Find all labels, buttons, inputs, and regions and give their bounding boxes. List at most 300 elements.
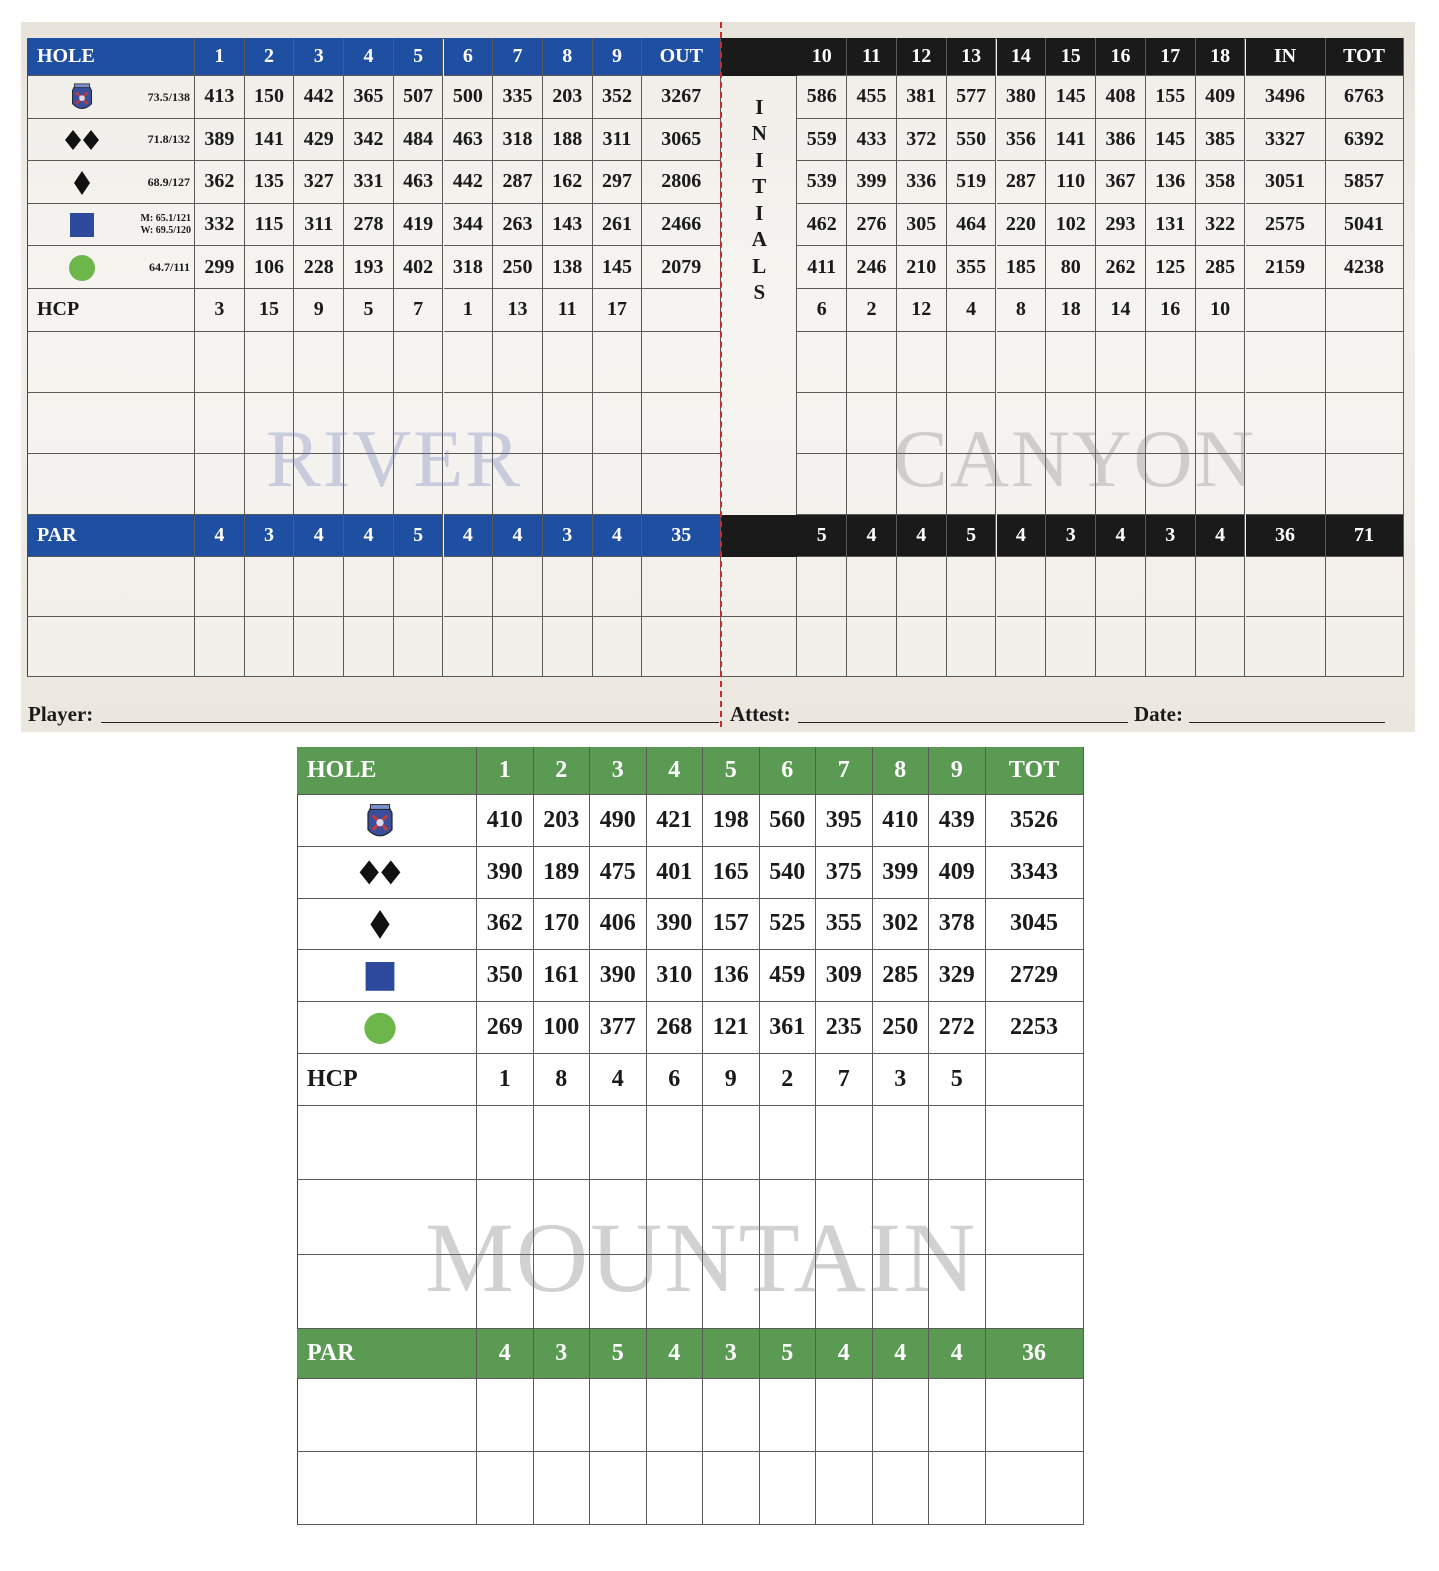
- score-cell[interactable]: [444, 332, 494, 393]
- score-cell[interactable]: [543, 454, 593, 515]
- score-cell[interactable]: [344, 557, 394, 617]
- yardage: 390: [647, 899, 704, 951]
- in-total: 3327: [1246, 119, 1326, 162]
- yardage: 136: [703, 950, 760, 1002]
- yardage: 198: [703, 795, 760, 847]
- score-cell[interactable]: [593, 557, 643, 617]
- score-cell[interactable]: [444, 617, 494, 677]
- hole-number: 12: [897, 38, 947, 76]
- yardage: 188: [543, 119, 593, 162]
- yardage: 210: [897, 246, 947, 289]
- yardage: 433: [847, 119, 897, 162]
- score-cell[interactable]: [760, 1180, 817, 1255]
- total: 2729: [986, 950, 1084, 1002]
- yardage: 367: [1096, 161, 1146, 204]
- yardage: 285: [1196, 246, 1246, 289]
- score-cell[interactable]: [703, 1452, 760, 1525]
- tee-rating: [107, 204, 195, 247]
- yardage: 106: [245, 246, 295, 289]
- score-cell[interactable]: [986, 1379, 1084, 1452]
- hole-number: 17: [1146, 38, 1196, 76]
- score-cell[interactable]: [1046, 393, 1096, 454]
- handicap: 17: [593, 289, 643, 332]
- score-cell[interactable]: [986, 1106, 1084, 1181]
- score-cell[interactable]: [444, 557, 494, 617]
- tee-rating-women: W: 69.5/120: [140, 225, 191, 237]
- yardage: 507: [394, 76, 444, 119]
- score-cell[interactable]: [590, 1180, 647, 1255]
- score-cell[interactable]: [195, 332, 245, 393]
- score-cell[interactable]: [997, 454, 1047, 515]
- score-cell[interactable]: [1146, 454, 1196, 515]
- yardage: 560: [760, 795, 817, 847]
- yardage: 540: [760, 847, 817, 899]
- score-cell[interactable]: [897, 393, 947, 454]
- hole-number: 13: [947, 38, 997, 76]
- yardage: 262: [1096, 246, 1146, 289]
- hcp-out-empty: [642, 289, 721, 332]
- score-cell[interactable]: [1196, 393, 1246, 454]
- score-cell[interactable]: [1246, 332, 1326, 393]
- yardage: 559: [797, 119, 847, 162]
- score-cell[interactable]: [590, 1452, 647, 1525]
- handicap: 7: [394, 289, 444, 332]
- attest-signature-line[interactable]: [798, 722, 1128, 723]
- par-value: 4: [195, 515, 245, 557]
- hole-number: 7: [493, 38, 543, 76]
- score-cell[interactable]: [986, 1452, 1084, 1525]
- par-value: 4: [344, 515, 394, 557]
- score-cell[interactable]: [1326, 557, 1404, 617]
- par-value: 3: [245, 515, 295, 557]
- score-cell[interactable]: [897, 454, 947, 515]
- score-cell[interactable]: [1096, 617, 1146, 677]
- in-total: 2159: [1246, 246, 1326, 289]
- total: 3045: [986, 899, 1084, 951]
- score-cell[interactable]: [294, 332, 344, 393]
- par-tot: 36: [986, 1329, 1084, 1379]
- score-cell[interactable]: [797, 557, 847, 617]
- score-cell[interactable]: [1046, 617, 1096, 677]
- score-cell[interactable]: [642, 393, 721, 454]
- handicap: 18: [1046, 289, 1096, 332]
- player-signature-line[interactable]: [101, 722, 719, 723]
- score-cell[interactable]: [947, 393, 997, 454]
- player-name-cell[interactable]: [297, 1106, 477, 1181]
- score-cell[interactable]: [1146, 393, 1196, 454]
- score-cell[interactable]: [847, 393, 897, 454]
- score-cell[interactable]: [590, 1106, 647, 1181]
- score-cell[interactable]: [245, 332, 295, 393]
- score-cell[interactable]: [703, 1106, 760, 1181]
- yardage: 401: [647, 847, 704, 899]
- hole-number: 5: [394, 38, 444, 76]
- score-cell[interactable]: [493, 332, 543, 393]
- score-cell[interactable]: [847, 617, 897, 677]
- score-cell[interactable]: [1196, 332, 1246, 393]
- yardage: 100: [534, 1002, 591, 1054]
- yardage: 297: [593, 161, 643, 204]
- total: 3526: [986, 795, 1084, 847]
- yardage: 80: [1046, 246, 1096, 289]
- crest-icon: [63, 81, 101, 113]
- score-cell[interactable]: [394, 557, 444, 617]
- score-cell[interactable]: [1326, 393, 1404, 454]
- yardage: 336: [897, 161, 947, 204]
- yardage: 203: [534, 795, 591, 847]
- player-name-cell[interactable]: [297, 1379, 477, 1452]
- par-value: 4: [929, 1329, 986, 1379]
- yardage: 332: [195, 204, 245, 247]
- score-cell[interactable]: [897, 557, 947, 617]
- hole-number: 10: [797, 38, 847, 76]
- double-diamond-icon: [356, 852, 404, 893]
- hole-number: 6: [444, 38, 494, 76]
- score-cell[interactable]: [1196, 557, 1246, 617]
- player-name-cell[interactable]: [297, 1180, 477, 1255]
- handicap: 8: [997, 289, 1047, 332]
- score-cell[interactable]: [1096, 393, 1146, 454]
- yardage: 378: [929, 899, 986, 951]
- yardage: 413: [195, 76, 245, 119]
- yardage: 246: [847, 246, 897, 289]
- score-cell[interactable]: [760, 1106, 817, 1181]
- score-cell[interactable]: [543, 332, 593, 393]
- yardage: 462: [797, 204, 847, 247]
- score-cell[interactable]: [947, 557, 997, 617]
- score-cell[interactable]: [797, 332, 847, 393]
- score-cell[interactable]: [590, 1255, 647, 1330]
- yardage: 285: [873, 950, 930, 1002]
- score-cell[interactable]: [647, 1379, 704, 1452]
- score-cell[interactable]: [543, 557, 593, 617]
- yardage: 185: [997, 246, 1047, 289]
- score-cell[interactable]: [760, 1255, 817, 1330]
- score-cell[interactable]: [897, 617, 947, 677]
- par-value: 4: [477, 1329, 534, 1379]
- yardage: 406: [590, 899, 647, 951]
- score-cell[interactable]: [534, 1255, 591, 1330]
- green-dot-icon: [62, 251, 102, 285]
- score-cell[interactable]: [477, 1452, 534, 1525]
- score-cell[interactable]: [534, 1379, 591, 1452]
- score-cell[interactable]: [1146, 617, 1196, 677]
- score-cell[interactable]: [760, 1452, 817, 1525]
- par-value: 4: [1196, 515, 1246, 557]
- score-cell[interactable]: [195, 617, 245, 677]
- score-cell[interactable]: [647, 1452, 704, 1525]
- yardage: 309: [816, 950, 873, 1002]
- score-cell[interactable]: [929, 1379, 986, 1452]
- yardage: 145: [1046, 76, 1096, 119]
- hole-number: 1: [477, 747, 534, 795]
- player-name-cell[interactable]: [27, 393, 195, 454]
- yardage: 331: [344, 161, 394, 204]
- hole-number: 4: [647, 747, 704, 795]
- yardage: 490: [590, 795, 647, 847]
- player-name-cell[interactable]: [27, 617, 195, 677]
- yardage: 250: [493, 246, 543, 289]
- yardage: 145: [593, 246, 643, 289]
- score-cell[interactable]: [394, 332, 444, 393]
- score-cell[interactable]: [897, 332, 947, 393]
- initials-cell[interactable]: [721, 617, 797, 677]
- score-cell[interactable]: [947, 617, 997, 677]
- hole-number: 11: [847, 38, 897, 76]
- score-cell[interactable]: [997, 393, 1047, 454]
- score-cell[interactable]: [534, 1106, 591, 1181]
- yardage: 381: [897, 76, 947, 119]
- score-cell[interactable]: [642, 454, 721, 515]
- yardage: 102: [1046, 204, 1096, 247]
- yardage: 228: [294, 246, 344, 289]
- score-cell[interactable]: [997, 332, 1047, 393]
- score-cell[interactable]: [344, 617, 394, 677]
- hole-number: 8: [543, 38, 593, 76]
- handicap: 1: [444, 289, 494, 332]
- score-cell[interactable]: [1196, 617, 1246, 677]
- score-cell[interactable]: [593, 393, 643, 454]
- score-cell[interactable]: [344, 332, 394, 393]
- score-cell[interactable]: [1246, 393, 1326, 454]
- score-cell[interactable]: [1046, 557, 1096, 617]
- score-cell[interactable]: [929, 1452, 986, 1525]
- score-cell[interactable]: [760, 1379, 817, 1452]
- score-cell[interactable]: [534, 1180, 591, 1255]
- par-out: 35: [642, 515, 721, 557]
- score-cell[interactable]: [477, 1379, 534, 1452]
- score-cell[interactable]: [593, 617, 643, 677]
- score-cell[interactable]: [647, 1106, 704, 1181]
- score-cell[interactable]: [873, 1452, 930, 1525]
- score-cell[interactable]: [477, 1106, 534, 1181]
- score-cell[interactable]: [642, 557, 721, 617]
- score-cell[interactable]: [642, 332, 721, 393]
- par-value: 4: [593, 515, 643, 557]
- yardage: 410: [873, 795, 930, 847]
- score-cell[interactable]: [245, 557, 295, 617]
- player-name-cell[interactable]: [27, 332, 195, 393]
- score-cell[interactable]: [1246, 557, 1326, 617]
- score-cell[interactable]: [873, 1106, 930, 1181]
- score-cell[interactable]: [593, 454, 643, 515]
- score-cell[interactable]: [847, 557, 897, 617]
- score-cell[interactable]: [929, 1180, 986, 1255]
- yardage: 375: [816, 847, 873, 899]
- score-cell[interactable]: [543, 393, 593, 454]
- tee-rating: 71.8/132: [147, 132, 190, 147]
- score-cell[interactable]: [394, 617, 444, 677]
- hole-number: 1: [195, 38, 245, 76]
- in-header: IN: [1246, 38, 1326, 76]
- score-cell[interactable]: [947, 332, 997, 393]
- yardage: 287: [997, 161, 1047, 204]
- yardage: 402: [394, 246, 444, 289]
- yardage: 411: [797, 246, 847, 289]
- handicap: 14: [1096, 289, 1146, 332]
- score-cell[interactable]: [1096, 454, 1146, 515]
- score-cell[interactable]: [493, 393, 543, 454]
- yardage: 311: [294, 204, 344, 247]
- score-cell[interactable]: [245, 617, 295, 677]
- score-cell[interactable]: [703, 1255, 760, 1330]
- score-cell[interactable]: [1246, 454, 1326, 515]
- yardage: 380: [997, 76, 1047, 119]
- score-cell[interactable]: [1196, 454, 1246, 515]
- score-cell[interactable]: [493, 454, 543, 515]
- score-cell[interactable]: [1246, 617, 1326, 677]
- handicap: 1: [477, 1054, 534, 1106]
- score-cell[interactable]: [534, 1452, 591, 1525]
- score-cell[interactable]: [344, 454, 394, 515]
- yardage: 539: [797, 161, 847, 204]
- yardage: 305: [897, 204, 947, 247]
- par-value: 4: [1096, 515, 1146, 557]
- canyon-watermark: CANYON: [893, 413, 1256, 504]
- score-cell[interactable]: [873, 1180, 930, 1255]
- score-cell[interactable]: [493, 617, 543, 677]
- score-cell[interactable]: [245, 454, 295, 515]
- score-cell[interactable]: [847, 454, 897, 515]
- par-value: 4: [647, 1329, 704, 1379]
- score-cell[interactable]: [1146, 557, 1196, 617]
- player-name-cell[interactable]: [27, 557, 195, 617]
- tee-rating: 64.7/111: [148, 260, 190, 275]
- blue-square-icon: [356, 956, 404, 997]
- score-cell[interactable]: [986, 1180, 1084, 1255]
- player-name-cell[interactable]: [297, 1255, 477, 1330]
- score-cell[interactable]: [394, 393, 444, 454]
- score-cell[interactable]: [444, 454, 494, 515]
- yardage: 327: [294, 161, 344, 204]
- score-cell[interactable]: [590, 1379, 647, 1452]
- score-cell[interactable]: [816, 1106, 873, 1181]
- yardage: 135: [245, 161, 295, 204]
- total: 5857: [1326, 161, 1404, 204]
- out-total: 3267: [642, 76, 721, 119]
- yardage: 355: [947, 246, 997, 289]
- score-cell[interactable]: [1046, 454, 1096, 515]
- yardage: 335: [493, 76, 543, 119]
- hole-number: 16: [1096, 38, 1146, 76]
- score-cell[interactable]: [986, 1255, 1084, 1330]
- yardage: 586: [797, 76, 847, 119]
- player-name-cell[interactable]: [27, 454, 195, 515]
- score-cell[interactable]: [543, 617, 593, 677]
- score-cell[interactable]: [394, 454, 444, 515]
- yardage: 189: [534, 847, 591, 899]
- score-cell[interactable]: [816, 1452, 873, 1525]
- yardage: 525: [760, 899, 817, 951]
- hcp-tot-empty: [986, 1054, 1084, 1106]
- score-cell[interactable]: [1326, 617, 1404, 677]
- score-cell[interactable]: [816, 1180, 873, 1255]
- handicap: 4: [947, 289, 997, 332]
- initials-letter: I: [755, 94, 764, 119]
- yardage: 155: [1146, 76, 1196, 119]
- yardage: 287: [493, 161, 543, 204]
- hole-number: 14: [997, 38, 1047, 76]
- score-cell[interactable]: [947, 454, 997, 515]
- score-cell[interactable]: [642, 617, 721, 677]
- score-cell[interactable]: [703, 1180, 760, 1255]
- score-cell[interactable]: [493, 557, 543, 617]
- par-value: 4: [294, 515, 344, 557]
- score-cell[interactable]: [797, 454, 847, 515]
- score-cell[interactable]: [816, 1255, 873, 1330]
- handicap: 6: [647, 1054, 704, 1106]
- yardage: 409: [1196, 76, 1246, 119]
- yardage: 145: [1146, 119, 1196, 162]
- score-cell[interactable]: [797, 393, 847, 454]
- score-cell[interactable]: [873, 1379, 930, 1452]
- score-cell[interactable]: [444, 393, 494, 454]
- score-cell[interactable]: [477, 1180, 534, 1255]
- score-cell[interactable]: [294, 557, 344, 617]
- yardage: 577: [947, 76, 997, 119]
- score-cell[interactable]: [873, 1255, 930, 1330]
- score-cell[interactable]: [294, 393, 344, 454]
- hole-number: 6: [760, 747, 817, 795]
- handicap: 15: [245, 289, 295, 332]
- handicap: 9: [294, 289, 344, 332]
- score-cell[interactable]: [647, 1255, 704, 1330]
- score-cell[interactable]: [997, 557, 1047, 617]
- initials-cell[interactable]: [721, 557, 797, 617]
- score-cell[interactable]: [847, 332, 897, 393]
- yardage: 500: [444, 76, 494, 119]
- hcp-tot-empty: [1326, 289, 1404, 332]
- score-cell[interactable]: [344, 393, 394, 454]
- river-canyon-scorecard: [21, 22, 1415, 732]
- par-value: 4: [816, 1329, 873, 1379]
- yardage: 115: [245, 204, 295, 247]
- score-cell[interactable]: [997, 617, 1047, 677]
- initials-letter: N: [751, 121, 767, 145]
- yardage: 390: [477, 847, 534, 899]
- score-cell[interactable]: [1096, 332, 1146, 393]
- score-cell[interactable]: [1046, 332, 1096, 393]
- handicap: 9: [703, 1054, 760, 1106]
- hole-number: 8: [873, 747, 930, 795]
- handicap: 12: [897, 289, 947, 332]
- handicap: 2: [847, 289, 897, 332]
- score-cell[interactable]: [593, 332, 643, 393]
- score-cell[interactable]: [294, 454, 344, 515]
- score-cell[interactable]: [477, 1255, 534, 1330]
- score-cell[interactable]: [797, 617, 847, 677]
- yardage: 389: [195, 119, 245, 162]
- score-cell[interactable]: [1146, 332, 1196, 393]
- score-cell[interactable]: [195, 454, 245, 515]
- score-cell[interactable]: [245, 393, 295, 454]
- player-name-cell[interactable]: [297, 1452, 477, 1525]
- yardage: 278: [344, 204, 394, 247]
- score-cell[interactable]: [1326, 332, 1404, 393]
- score-cell[interactable]: [1326, 454, 1404, 515]
- score-cell[interactable]: [929, 1255, 986, 1330]
- score-cell[interactable]: [195, 393, 245, 454]
- score-cell[interactable]: [816, 1379, 873, 1452]
- score-cell[interactable]: [294, 617, 344, 677]
- initials-letter: S: [753, 280, 766, 304]
- score-cell[interactable]: [647, 1180, 704, 1255]
- date-line[interactable]: [1189, 722, 1385, 723]
- score-cell[interactable]: [1096, 557, 1146, 617]
- score-cell[interactable]: [929, 1106, 986, 1181]
- score-cell[interactable]: [195, 557, 245, 617]
- score-cell[interactable]: [703, 1379, 760, 1452]
